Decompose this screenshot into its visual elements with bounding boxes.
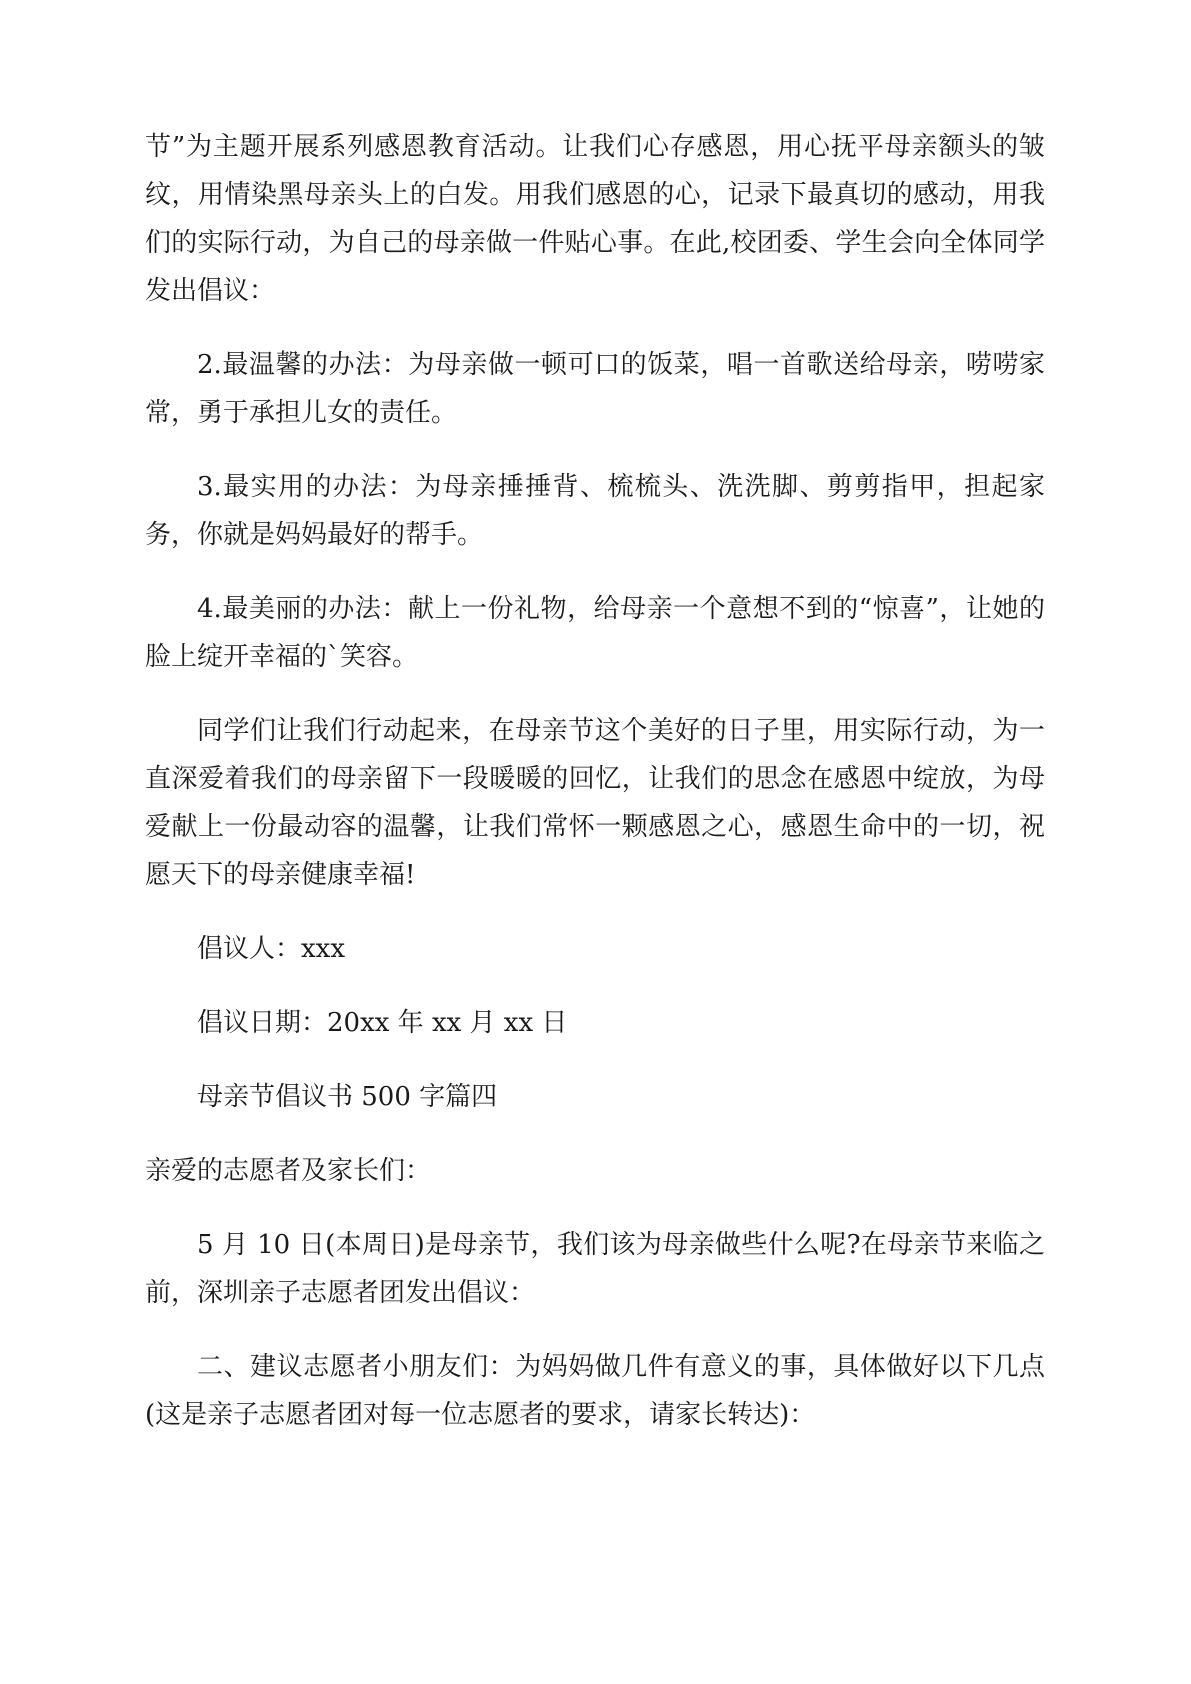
- document-body: [145, 123, 1045, 1465]
- paragraph-salutation: 亲爱的志愿者及家长们：: [145, 1156, 432, 1186]
- paragraph-call-to-action: 同学们让我们行动起来，在母亲节这个美好的日子里，用实际行动，为一直深爱着我们的母亲留下一段暖暖的回忆，让我们的思念在感恩中绽放，为母爱献上一份最动容的温馨，让我们常怀一颗感恩之心，感恩生命中的一切，祝愿天下的母亲健康幸福!: [145, 716, 1045, 890]
- paragraph-initiator: 倡议人：xxx: [197, 934, 345, 964]
- section-heading: 母亲节倡议书 500 字篇四: [197, 1082, 498, 1112]
- paragraph-date: 倡议日期：20xx 年 xx 月 xx 日: [197, 1008, 568, 1038]
- paragraph-volunteer-suggestion: 二、建议志愿者小朋友们：为妈妈做几件有意义的事，具体做好以下几点(这是亲子志愿者团对每一位志愿者的要求，请家长转达)：: [145, 1352, 1045, 1430]
- paragraph-theme-intro: 节”为主题开展系列感恩教育活动。让我们心存感恩，用心抚平母亲额头的皱纹，用情染黑母亲头上的白发。用我们感恩的心，记录下最真切的感动，用我们的实际行动，为自己的母亲做一件贴心事。在此,校团委、学生会向全体同学发出倡议：: [145, 132, 1045, 306]
- paragraph-mothers-day-intro: 5 月 10 日(本周日)是母亲节，我们该为母亲做些什么呢?在母亲节来临之前，深圳亲子志愿者团发出倡议：: [145, 1230, 1045, 1308]
- paragraph-suggestion-4: 4.最美丽的办法：献上一份礼物，给母亲一个意想不到的“惊喜”，让她的脸上绽开幸福的`笑容。: [145, 594, 1045, 672]
- paragraph-suggestion-2: 2.最温馨的办法：为母亲做一顿可口的饭菜，唱一首歌送给母亲，唠唠家常，勇于承担儿女的责任。: [145, 350, 1045, 428]
- paragraph-suggestion-3: 3.最实用的办法：为母亲捶捶背、梳梳头、洗洗脚、剪剪指甲，担起家务，你就是妈妈最好的帮手。: [145, 472, 1045, 550]
